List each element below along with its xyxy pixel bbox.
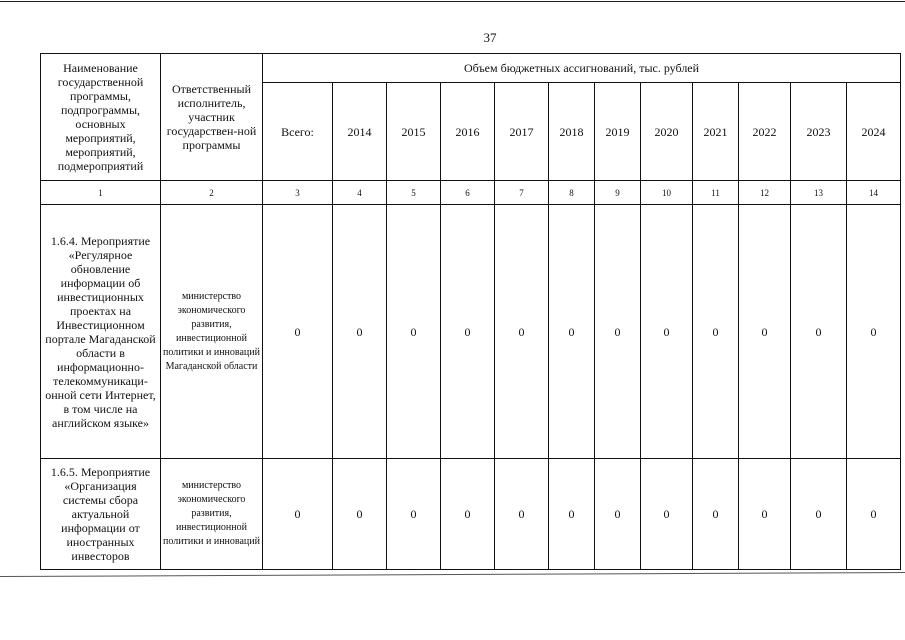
value-cell: 0: [641, 459, 693, 570]
column-number: 11: [693, 181, 739, 205]
event-name-cell: 1.6.5. Мероприятие «Организация системы сбора актуальной информации от иностранных инвесторов: [41, 459, 161, 570]
year-header: 2019: [595, 83, 641, 181]
value-cell: 0: [333, 459, 387, 570]
year-header: 2024: [847, 83, 901, 181]
value-cell: 0: [441, 459, 495, 570]
value-cell: 0: [847, 459, 901, 570]
value-cell: 0: [641, 205, 693, 459]
value-cell: 0: [333, 205, 387, 459]
value-cell: 0: [693, 205, 739, 459]
event-name-cell: 1.6.4. Мероприятие «Регулярное обновление информации об инвестиционных проектах на Инвестиционном портале Магаданской области в информационно-телекоммуникаци-онной сети Интернет, в том числе на английском языке»: [41, 205, 161, 459]
column-number: 5: [387, 181, 441, 205]
bottom-border-line: [0, 572, 905, 577]
year-header: Всего:: [263, 83, 333, 181]
value-cell: 0: [549, 459, 595, 570]
value-cell: 0: [495, 459, 549, 570]
page-number: 37: [483, 30, 497, 45]
executor-cell: министерство экономического развития, инвестиционной политики и инноваций Магаданской области: [161, 205, 263, 459]
top-border-line: [0, 1, 905, 2]
value-cell: 0: [739, 205, 791, 459]
column-number: 13: [791, 181, 847, 205]
year-header: 2018: [549, 83, 595, 181]
value-cell: 0: [549, 205, 595, 459]
value-cell: 0: [739, 459, 791, 570]
value-cell: 0: [495, 205, 549, 459]
value-cell: 0: [387, 459, 441, 570]
value-cell: 0: [595, 459, 641, 570]
value-cell: 0: [791, 205, 847, 459]
budget-table: [40, 53, 901, 570]
column-number: 14: [847, 181, 901, 205]
column-number: 1: [41, 181, 161, 205]
column-number: 7: [495, 181, 549, 205]
year-header: 2022: [739, 83, 791, 181]
column-number: 8: [549, 181, 595, 205]
column-number: 12: [739, 181, 791, 205]
value-cell: 0: [387, 205, 441, 459]
value-cell: 0: [847, 205, 901, 459]
column-number: 10: [641, 181, 693, 205]
value-cell: 0: [791, 459, 847, 570]
table-row: [41, 205, 901, 459]
value-cell: 0: [693, 459, 739, 570]
column-number: 3: [263, 181, 333, 205]
year-header: 2016: [441, 83, 495, 181]
year-header: 2017: [495, 83, 549, 181]
year-header: 2014: [333, 83, 387, 181]
value-cell: 0: [595, 205, 641, 459]
value-cell: 0: [263, 205, 333, 459]
column-number: 9: [595, 181, 641, 205]
value-cell: 0: [441, 205, 495, 459]
column-number-row: [41, 181, 901, 205]
year-header: 2023: [791, 83, 847, 181]
column-number: 6: [441, 181, 495, 205]
col1-header: Наименование государственной программы, подпрограммы, основных мероприятий, мероприятий, подмероприятий: [41, 54, 161, 181]
value-cell: 0: [263, 459, 333, 570]
executor-cell: министерство экономического развития, инвестиционной политики и инноваций: [161, 459, 263, 570]
year-header: 2021: [693, 83, 739, 181]
budget-volume-header: Объем бюджетных ассигнований, тыс. рублей: [263, 54, 901, 83]
column-number: 2: [161, 181, 263, 205]
table-row: [41, 459, 901, 570]
year-header: 2015: [387, 83, 441, 181]
column-number: 4: [333, 181, 387, 205]
header-row-1: [41, 54, 901, 83]
col2-header: Ответственный исполнитель, участник государствен-ной программы: [161, 54, 263, 181]
year-header: 2020: [641, 83, 693, 181]
